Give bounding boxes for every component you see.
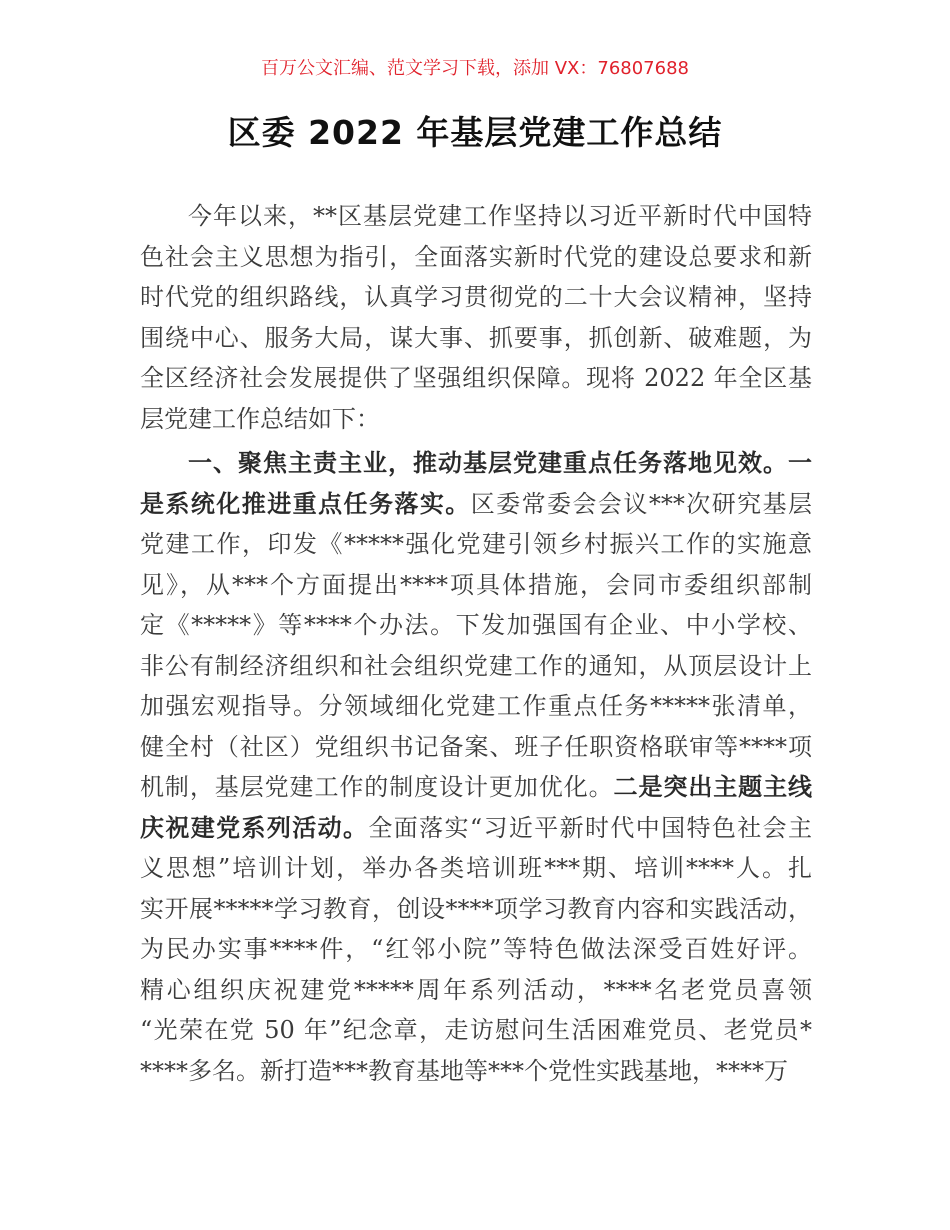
document-title: 区委 2022 年基层党建工作总结 <box>227 113 723 152</box>
text-line <box>140 848 812 889</box>
body-text: “光荣在党 50 年”纪念章，走访慰问生活困难党员、老党员* <box>140 1016 812 1044</box>
body-text: 全面落实“习近平新时代中国特色社会主 <box>368 813 812 842</box>
text-line <box>140 565 812 606</box>
bold-text: 二是突出主题主线 <box>613 773 813 801</box>
text-line <box>140 929 812 970</box>
body-text: 非公有制经济组织和社会组织党建工作的通知，从顶层设计上 <box>140 651 812 680</box>
text-line <box>140 605 812 646</box>
text-line <box>140 970 812 1011</box>
body-text: 层党建工作总结如下： <box>140 404 380 433</box>
body-text: 精心组织庆祝建党*****周年系列活动，****名老党员喜领 <box>140 975 812 1004</box>
text-line <box>140 767 812 808</box>
text-line <box>140 484 812 525</box>
body-text: 健全村（社区）党组织书记备案、班子任职资格联审等****项 <box>140 732 812 761</box>
text-line <box>140 524 812 565</box>
text-line <box>140 646 812 687</box>
body-text: 区委常委会会议***次研究基层 <box>470 489 813 518</box>
document-body <box>140 196 812 1095</box>
bold-text: 是系统化推进重点任务落实。 <box>140 489 471 518</box>
text-line <box>140 358 812 399</box>
text-line <box>140 399 812 440</box>
text-line <box>140 443 812 484</box>
body-text: 时代党的组织路线，认真学习贯彻党的二十大会议精神，坚持 <box>140 283 812 311</box>
body-text: 全区经济社会发展提供了坚强组织保障。现将 2022 年全区基 <box>140 364 812 392</box>
bold-text: 一、聚焦主责主业，推动基层党建重点任务落地见效。一 <box>188 449 812 477</box>
text-line <box>140 727 812 768</box>
text-line <box>140 237 812 278</box>
watermark-banner: 百万公文汇编、范文学习下载，添加 VX：76807688 <box>261 58 689 79</box>
body-text: 义思想”培训计划，举办各类培训班***期、培训****人。扎 <box>140 854 812 882</box>
body-text: 今年以来，**区基层党建工作坚持以习近平新时代中国特 <box>188 202 812 230</box>
text-line <box>140 318 812 359</box>
text-line <box>140 196 812 237</box>
body-text: 定《*****》等****个办法。下发加强国有企业、中小学校、 <box>140 611 812 639</box>
body-text: 围绕中心、服务大局，谋大事、抓要事，抓创新、破难题，为 <box>140 323 812 352</box>
intro-paragraph <box>140 196 812 439</box>
body-text: 为民办实事****件，“红邻小院”等特色做法深受百姓好评。 <box>140 935 812 963</box>
text-line <box>140 889 812 930</box>
bold-text: 庆祝建党系列活动。 <box>140 813 369 842</box>
body-text: 机制，基层党建工作的制度设计更加优化。 <box>140 773 614 801</box>
text-line <box>140 686 812 727</box>
body-text: 加强宏观指导。分领域细化党建工作重点任务*****张清单， <box>140 692 812 720</box>
body-text: 党建工作，印发《*****强化党建引领乡村振兴工作的实施意 <box>140 530 812 558</box>
body-text: ****多名。新打造***教育基地等***个党性实践基地，****万 <box>140 1056 788 1085</box>
body-text: 色社会主义思想为指引，全面落实新时代党的建设总要求和新 <box>140 242 812 271</box>
body-text: 实开展*****学习教育，创设****项学习教育内容和实践活动， <box>140 894 812 923</box>
text-line <box>140 1010 812 1051</box>
text-line <box>140 808 812 849</box>
text-line <box>140 1051 812 1092</box>
section-one-paragraph <box>140 443 812 1091</box>
text-line <box>140 277 812 318</box>
body-text: 见》，从***个方面提出****项具体措施，会同市委组织部制 <box>140 570 812 599</box>
